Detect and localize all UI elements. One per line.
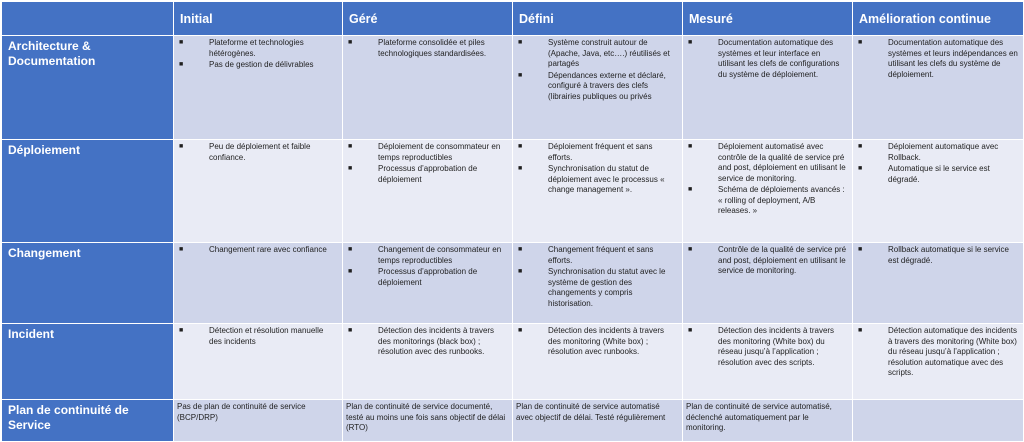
bullet-list — [177, 142, 338, 163]
cell-mesure — [683, 140, 853, 243]
bullet-text: Plateforme et technologies hétérogènes. — [209, 38, 304, 58]
bullet-icon: ■ — [688, 143, 693, 150]
cell-amelioration-continue — [853, 243, 1024, 324]
bullet-item — [346, 38, 508, 59]
cell-gere — [343, 400, 513, 442]
row-label: Architecture & Documentation — [2, 36, 174, 140]
bullet-text: Documentation automatique des systèmes et leurs indépendances en utilisant les clefs du système de déploiement. — [888, 38, 1018, 79]
row-label: Changement — [2, 243, 174, 324]
bullet-icon: ■ — [858, 165, 863, 172]
bullet-item — [346, 267, 508, 288]
bullet-icon: ■ — [688, 39, 693, 46]
cell-defini — [513, 243, 683, 324]
row-label: Déploiement — [2, 140, 174, 243]
bullet-text: Détection des incidents à travers des monitorings (black box) ; résolution avec des runbooks. — [378, 326, 495, 356]
cell-amelioration-continue — [853, 400, 1024, 442]
bullet-text: Détection et résolution manuelle des incidents — [209, 326, 324, 346]
bullet-icon: ■ — [518, 71, 523, 79]
bullet-icon: ■ — [688, 246, 693, 253]
bullet-item — [346, 326, 508, 358]
cell-defini — [513, 36, 683, 140]
cell-gere — [343, 243, 513, 324]
bullet-text: Processus d’approbation de déploiement — [378, 164, 478, 184]
bullet-icon: ■ — [348, 327, 353, 334]
bullet-list — [177, 38, 338, 71]
cell-text: Plan de continuité de service automatisé, déclenché automatiquement par le monitoring. — [686, 402, 832, 432]
bullet-item — [686, 142, 848, 184]
bullet-list — [177, 326, 338, 347]
bullet-text: Changement de consommateur en temps reproductibles — [378, 245, 502, 265]
bullet-item — [516, 71, 678, 103]
bullet-icon: ■ — [518, 327, 523, 334]
bullet-list — [856, 142, 1019, 185]
cell-initial — [174, 140, 343, 243]
bullet-list — [346, 142, 508, 185]
bullet-item — [686, 326, 848, 368]
bullet-icon: ■ — [348, 268, 353, 275]
bullet-list — [177, 245, 338, 256]
cell-amelioration-continue — [853, 36, 1024, 140]
bullet-list — [856, 245, 1019, 266]
bullet-icon: ■ — [518, 143, 523, 150]
bullet-item — [516, 164, 678, 196]
bullet-list — [856, 38, 1019, 80]
header-amelioration-continue: Amélioration continue — [853, 2, 1024, 36]
bullet-item — [686, 185, 848, 217]
cell-text: Pas de plan de continuité de service (BCP/DRP) — [177, 402, 306, 422]
bullet-item — [177, 142, 338, 163]
bullet-item — [516, 267, 678, 309]
table-row — [2, 243, 1024, 324]
header-gere: Géré — [343, 2, 513, 36]
bullet-item — [177, 326, 338, 347]
bullet-icon: ■ — [858, 143, 863, 150]
bullet-text: Processus d’approbation de déploiement — [378, 267, 478, 287]
bullet-item — [516, 38, 678, 70]
bullet-text: Déploiement automatique avec Rollback. — [888, 142, 999, 162]
bullet-text: Pas de gestion de délivrables — [209, 60, 314, 69]
bullet-text: Rollback automatique si le service est dégradé. — [888, 245, 1009, 265]
bullet-list — [346, 245, 508, 288]
bullet-text: Documentation automatique des systèmes et leur interface en utilisant les clefs de configurations du système de déploiement. — [718, 38, 840, 79]
bullet-list — [346, 38, 508, 59]
bullet-icon: ■ — [518, 268, 523, 275]
bullet-item — [856, 326, 1019, 379]
bullet-item — [177, 245, 338, 256]
bullet-item — [686, 38, 848, 80]
bullet-icon: ■ — [518, 165, 523, 172]
cell-initial — [174, 324, 343, 400]
bullet-text: Changement rare avec confiance — [209, 245, 327, 254]
bullet-text: Détection automatique des incidents à travers des monitoring (White box) du réseau jusqu’à l’application ; résolution automatique avec des scripts. — [888, 326, 1017, 377]
bullet-icon: ■ — [348, 246, 353, 253]
cell-amelioration-continue — [853, 324, 1024, 400]
bullet-icon: ■ — [179, 61, 184, 68]
bullet-text: Changement fréquent et sans efforts. — [548, 245, 654, 265]
bullet-text: Schéma de déploiements avancés : « rolling of deployment, A/B releases. » — [718, 185, 845, 215]
bullet-icon: ■ — [858, 327, 863, 334]
bullet-text: Plateforme consolidée et piles technologiques standardisées. — [378, 38, 487, 58]
bullet-text: Système construit autour de (Apache, Java, etc….) réutilisés et partagés — [548, 38, 670, 68]
bullet-list — [516, 38, 678, 102]
cell-gere — [343, 36, 513, 140]
cell-text: Plan de continuité de service documenté, testé au moins une fois sans objectif de délai (RTO) — [346, 402, 506, 432]
bullet-text: Détection des incidents à travers des monitoring (White box) du réseau jusqu’à l’application ; résolution avec des scripts. — [718, 326, 835, 367]
cell-initial — [174, 400, 343, 442]
cell-mesure — [683, 324, 853, 400]
bullet-list — [516, 245, 678, 309]
bullet-text: Synchronisation du statut de déploiement avec le processus « change management ». — [548, 164, 665, 194]
bullet-list — [686, 326, 848, 368]
bullet-item — [346, 142, 508, 163]
cell-initial — [174, 36, 343, 140]
header-row — [2, 2, 1024, 36]
bullet-list — [516, 326, 678, 358]
cell-defini — [513, 400, 683, 442]
maturity-table — [1, 1, 1024, 442]
bullet-text: Peu de déploiement et faible confiance. — [209, 142, 311, 162]
header-corner — [2, 2, 174, 36]
bullet-icon: ■ — [518, 39, 523, 46]
cell-gere — [343, 324, 513, 400]
bullet-icon: ■ — [348, 143, 353, 150]
row-label: Plan de continuité de Service — [2, 400, 174, 442]
bullet-text: Automatique si le service est dégradé. — [888, 164, 990, 184]
bullet-icon: ■ — [348, 165, 353, 172]
bullet-item — [516, 245, 678, 266]
cell-mesure — [683, 243, 853, 324]
bullet-text: Synchronisation du statut avec le système de gestion des changements y compris historisation. — [548, 267, 666, 308]
bullet-icon: ■ — [179, 327, 184, 334]
table-row — [2, 324, 1024, 400]
bullet-icon: ■ — [518, 246, 523, 253]
bullet-item — [516, 142, 678, 163]
bullet-text: Contrôle de la qualité de service pré and post, déploiement en utilisant le service de monitoring. — [718, 245, 847, 275]
bullet-icon: ■ — [348, 39, 353, 46]
bullet-item — [856, 38, 1019, 80]
bullet-icon: ■ — [688, 186, 693, 193]
table-row — [2, 36, 1024, 140]
bullet-list — [346, 326, 508, 358]
bullet-icon: ■ — [858, 246, 863, 253]
bullet-item — [686, 245, 848, 277]
cell-defini — [513, 324, 683, 400]
header-defini: Défini — [513, 2, 683, 36]
bullet-text: Déploiement de consommateur en temps reproductibles — [378, 142, 501, 162]
bullet-item — [177, 60, 338, 71]
bullet-list — [856, 326, 1019, 379]
bullet-icon: ■ — [179, 39, 184, 46]
bullet-list — [686, 245, 848, 277]
cell-text: Plan de continuité de service automatisé avec objectif de délai. Testé régulièrement — [516, 402, 666, 422]
bullet-item — [856, 164, 1019, 185]
bullet-item — [346, 245, 508, 266]
bullet-list — [686, 142, 848, 217]
bullet-item — [516, 326, 678, 358]
bullet-text: Déploiement automatisé avec contrôle de la qualité de service pré and post, déploiement en utilisant le service de monitoring. — [718, 142, 846, 183]
bullet-icon: ■ — [858, 39, 863, 46]
bullet-list — [516, 142, 678, 196]
bullet-list — [686, 38, 848, 80]
bullet-icon: ■ — [179, 143, 184, 150]
table-row — [2, 400, 1024, 442]
bullet-text: Détection des incidents à travers des monitoring (White box) ; résolution avec runbooks. — [548, 326, 665, 356]
table-row — [2, 140, 1024, 243]
header-mesure: Mesuré — [683, 2, 853, 36]
cell-initial — [174, 243, 343, 324]
bullet-icon: ■ — [179, 246, 184, 253]
row-label: Incident — [2, 324, 174, 400]
cell-mesure — [683, 36, 853, 140]
cell-amelioration-continue — [853, 140, 1024, 243]
cell-gere — [343, 140, 513, 243]
bullet-item — [346, 164, 508, 185]
bullet-icon: ■ — [688, 327, 693, 334]
bullet-item — [177, 38, 338, 59]
bullet-text: Déploiement fréquent et sans efforts. — [548, 142, 653, 162]
bullet-item — [856, 245, 1019, 266]
header-initial: Initial — [174, 2, 343, 36]
bullet-text: Dépendances externe et déclaré, configuré à travers des clefs (librairies publiques ou privés — [548, 70, 666, 101]
bullet-item — [856, 142, 1019, 163]
cell-mesure — [683, 400, 853, 442]
cell-defini — [513, 140, 683, 243]
